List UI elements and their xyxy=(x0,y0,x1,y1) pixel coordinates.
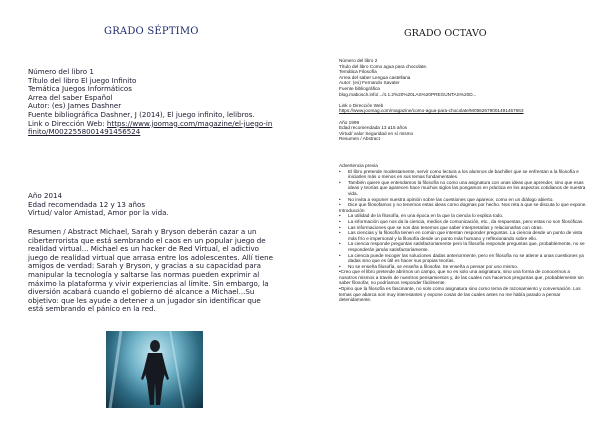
book-title: Título del libro Como agua para chocolate. xyxy=(339,63,428,69)
book-2-metadata xyxy=(339,58,589,142)
summary-paragraph xyxy=(339,286,589,303)
link-label: Link o Dirección Web: xyxy=(28,118,107,128)
bullet: • xyxy=(339,230,341,236)
paragraph-text: Advertencia previa xyxy=(339,163,378,168)
bullet: • xyxy=(339,218,341,224)
book-age: Edad recomendada 12 y 13 años xyxy=(28,199,146,209)
paragraph-text: Las ciencias y la filosofía tienen en común que intentan responder preguntas. La ciencia desde un punto de vista más frío e impersonal y la filosofía desde un punto más humano y reflexionando sobre ello. xyxy=(348,230,583,241)
book-author: Autor: (es) James Dashner xyxy=(28,101,122,111)
cover-figure-silhouette xyxy=(140,339,170,405)
paragraph-text: •Creo que el libro pretende abrirnos un campo, que no es solo una asignatura, sino una forma de conocernos a nosotros mismos a través de nuestros pensamientos y, de las cuales nos hacemos preguntas que, probablemente sin saber filosofar, no podríamos responder fácilmente. xyxy=(339,269,584,286)
summary-paragraph xyxy=(339,241,589,252)
book-title: Título del libro El juego Infinito xyxy=(28,75,137,85)
paragraph-text: También quiere que entendamos la filosofía no como una asignatura con unas ideas que aprender, sino que esas ideas y teorías que aparecen hace muchos siglos las pongamos en práctica en los aspectos cotidianos de nuestra vida. xyxy=(348,179,586,196)
bullet: • xyxy=(339,202,341,208)
cover-light-streak xyxy=(109,331,123,408)
book-value: Virtud/ valor Seguridad en sí mismo xyxy=(339,130,414,136)
book-cover-image xyxy=(106,331,203,408)
book-source: Fuente bibliográfica Dashner, J (2014), El juego infinito, lelibros. xyxy=(28,109,255,119)
cover-light-streak xyxy=(169,331,185,408)
summary-paragraph xyxy=(339,180,589,197)
book-link[interactable]: https://www.joomag.com/magazine/el-juego-infinito/M0022558001491456524 xyxy=(28,118,273,137)
summary-paragraph xyxy=(339,253,589,264)
summary-label: Resumen / Abstract xyxy=(339,136,380,142)
link-label: Link o Dirección Web xyxy=(339,102,384,108)
book-area: Arrea del saber Lengua castellana xyxy=(339,74,411,80)
book-2-summary xyxy=(339,163,589,303)
bullet: • xyxy=(339,179,341,185)
bullet: • xyxy=(339,213,341,219)
paragraph-text: •Opino que la filosofía es fascinante, no solo como asignatura sino como tema de razonamiento y conversación. Los temas que abarca son muy interesantes y expone cosas de las cuales antes no me había parado a pensar detenidamente. xyxy=(339,286,581,303)
summary-paragraph xyxy=(339,230,589,241)
book-topic: Temática Juegos Informáticos xyxy=(28,84,132,94)
heading-grado-octavo: GRADO OCTAVO xyxy=(404,28,487,39)
book-author: Autor: (es) Fernando Savater xyxy=(339,80,400,86)
bullet: • xyxy=(339,224,341,230)
book-source-label: Fuente bibliográfica xyxy=(339,85,380,91)
paragraph-text: La ciencia responde preguntas satisfactoriamente pero la filosofía responde preguntas que, probablemente, no se responderán jamás satisfactoriamente. xyxy=(348,241,585,252)
bullet: • xyxy=(339,241,341,247)
heading-grado-septimo: GRADO SÉPTIMO xyxy=(104,26,199,37)
book-1-metadata xyxy=(28,68,274,137)
paragraph-text: No invita a exponer nuestra opinión sobre las cuestiones que aparece, como en un diálogo abierto. xyxy=(348,196,554,202)
summary-paragraph xyxy=(339,169,589,180)
paragraph-text: El libro pretende modestamente, servir como lectura a los alumnos de bachiller que se enfrentan a la filosofía e iniciarles más o menos en sus temas fundamentales. xyxy=(348,168,579,180)
bullet: • xyxy=(339,168,341,174)
book-link[interactable]: https://www.joomag.com/magazine/como-agua-para-chocolate/M0562679001491457663 xyxy=(339,108,524,114)
paragraph-text: Dice que filosofamos y no tenemos estas ideas como dogmas por hecho. Nos reta a que se discuta lo que expone. xyxy=(348,202,587,208)
book-source: blog.mabosch.info/.../4.1.2%20%20LAS%20PREGUNTAS%20D... xyxy=(339,91,477,97)
book-age: Edad recomendada 13 a15 años xyxy=(339,125,408,131)
book-1-info xyxy=(28,192,274,218)
bullet: • xyxy=(339,263,341,269)
bullet: • xyxy=(339,252,341,258)
paragraph-text: Las informaciones que se nos dan tenemos que saber interpretarlas y relacionarlas con otras. xyxy=(348,224,543,230)
paragraph-text: No se enseña filosofía, se enseña a filosofar. Se enseña a pensar por uno mismo. xyxy=(348,263,519,269)
book-link-line xyxy=(28,120,274,137)
paragraph-text: La utilidad de la filosofía, en una época en la que la ciencia lo explica todo. xyxy=(348,213,504,219)
book-topic: Temática Filosofía xyxy=(339,69,377,75)
paragraph-text: Introducción xyxy=(339,207,365,213)
paragraph-text: La ciencia puede recoger las soluciones dadas anteriormente, pero en filosofía no se atiene a unas cuestiones ya dadas sino que es útil es hacer sus propias teorías. xyxy=(348,252,584,264)
paragraph-text: La información que nos da la ciencia, medios de comunicación, etc., da respuestas, pero estas no son filosóficas. xyxy=(348,218,584,224)
book-1-summary xyxy=(28,228,274,314)
book-area: Arrea del saber Español xyxy=(28,92,113,102)
book-number: Número del libro 2 xyxy=(339,58,378,63)
bullet: • xyxy=(339,196,341,202)
book-number: Número del libro 1 xyxy=(28,67,94,76)
summary-text: Resumen / Abstract Michael, Sarah y Bryson deberán cazar a un ciberterrorista que está sembrando el caos en un popular juego de realidad virtual... Michael es un hacker de Red Virtual, el adictivo juego de realidad virtual que arrasa entre los adolescentes. Allí tiene amigos de verdad: Sarah y Bryson, y gracias a su capacidad para manipular la tecnología y saltarse las normas pueden exprimir al máximo la plataforma y vivir experiencias al límite. Sin embargo, la diversión acabará cuando el gobierno dé alcance a Michael...Su objetivo: que les ayude a detener a un jugador sin identificar que está sembrando el pánico en la red. xyxy=(28,227,273,314)
summary-paragraph xyxy=(339,269,589,286)
book-year: Año 1999 xyxy=(339,119,360,125)
book-year: Año 2014 xyxy=(28,191,62,200)
book-value: Virtud/ valor Amistad, Amor por la vida. xyxy=(28,208,169,218)
